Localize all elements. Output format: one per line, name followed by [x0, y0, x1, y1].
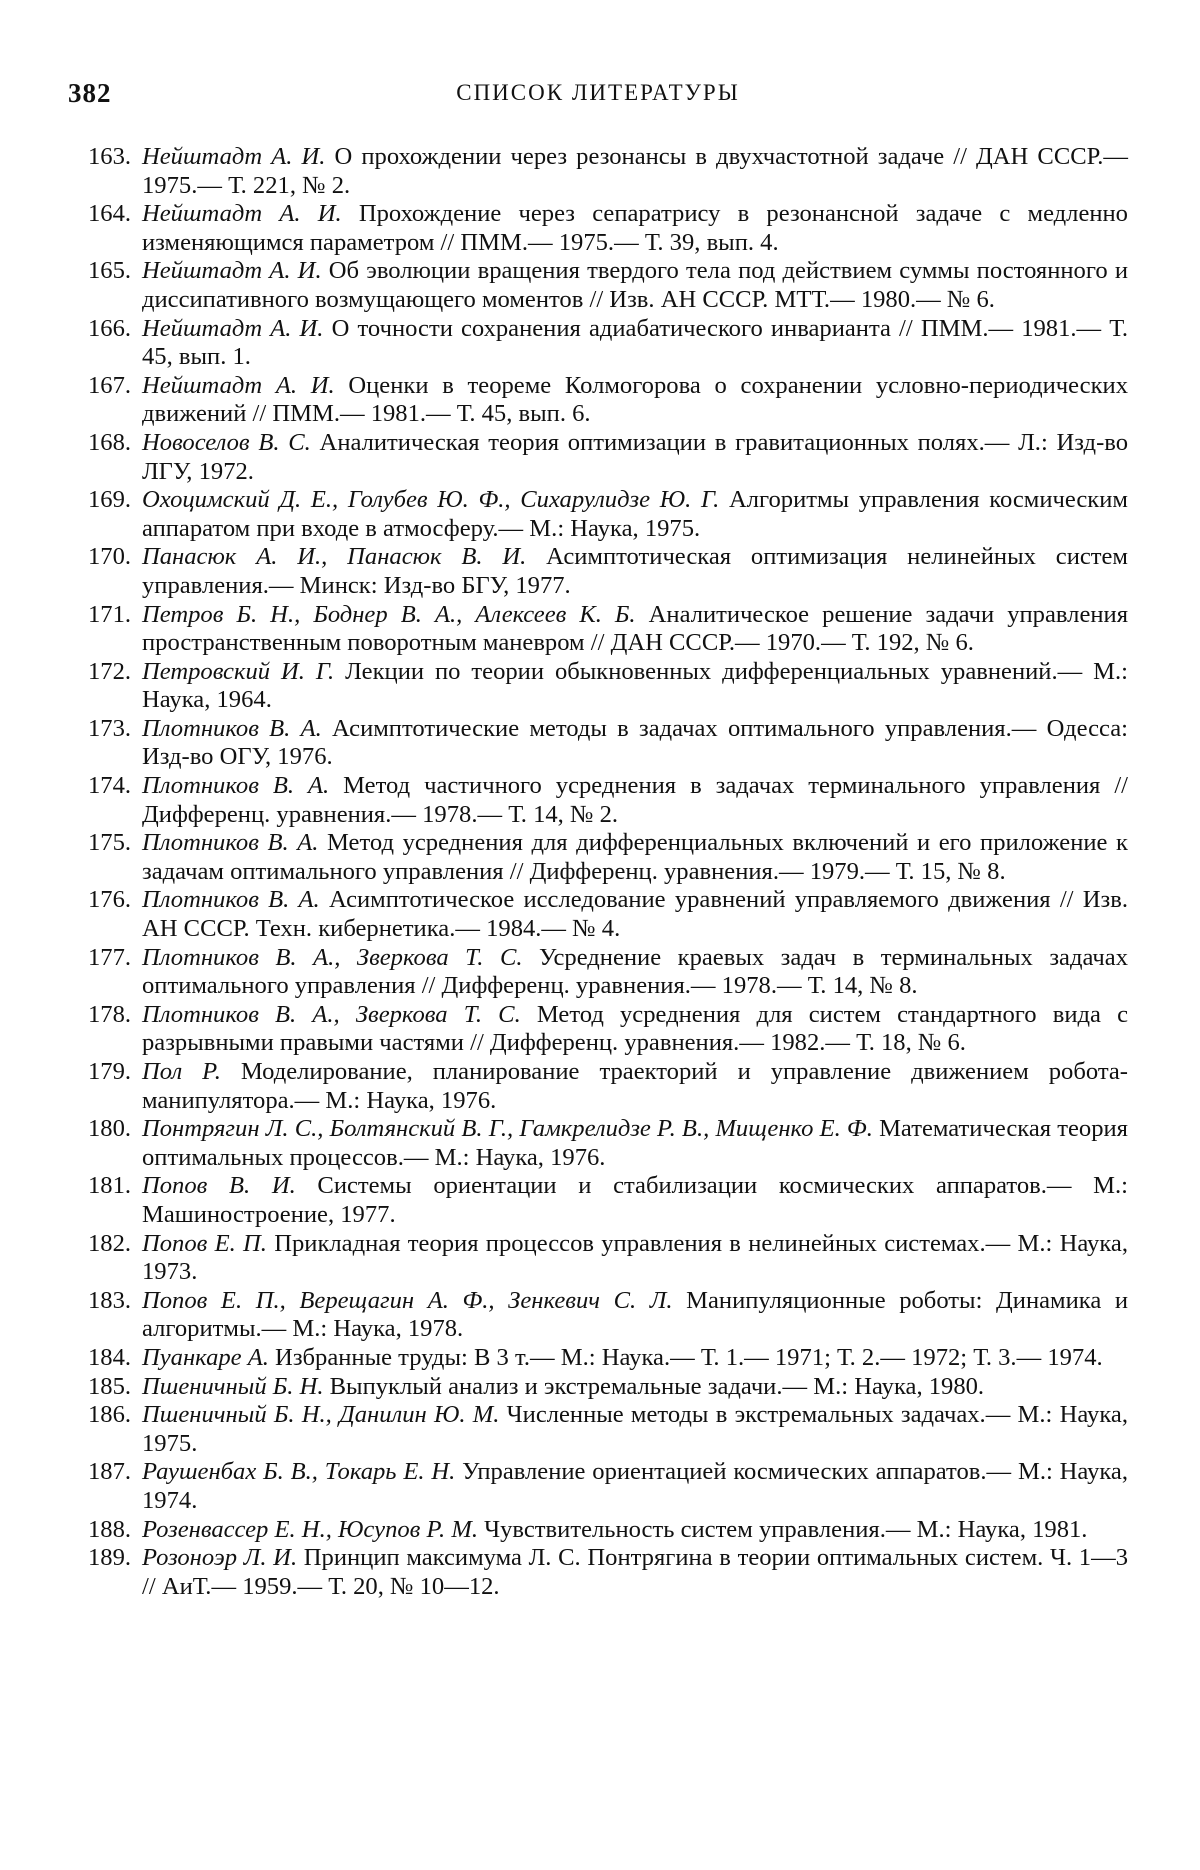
reference-entry — [88, 1001, 1128, 1058]
reference-number: 175. — [88, 829, 132, 857]
reference-number: 174. — [88, 772, 132, 800]
reference-authors: Розоноэр Л. И. — [142, 1544, 298, 1572]
reference-entry — [88, 944, 1128, 1001]
reference-number: 172. — [88, 657, 132, 685]
reference-text: Об эволюции вращения твердого тела под действием суммы постоянного и диссипативного возмущающего моментов // Изв. АН СССР. МТТ.— 1980.— № 6. — [142, 257, 1128, 313]
reference-authors: Нейштадт А. И. — [142, 143, 326, 170]
reference-text: Численные методы в экстремальных задачах.— М.: Наука, 1975. — [142, 1401, 1128, 1457]
reference-number: 163. — [88, 143, 132, 170]
reference-authors: Попов Е. П. — [142, 1229, 267, 1257]
reference-text: Алгоритмы управления космическим аппаратом при входе в атмосферу.— М.: Наука, 1975. — [142, 486, 1128, 542]
reference-entry — [88, 1058, 1128, 1115]
reference-entry — [88, 1230, 1128, 1287]
reference-text: Выпуклый анализ и экстремальные задачи.— М.: Наука, 1980. — [323, 1372, 985, 1400]
reference-text: Лекции по теории обыкновенных дифференциальных уравнений.— М.: Наука, 1964. — [142, 657, 1128, 714]
reference-authors: Новоселов В. С. — [142, 428, 311, 456]
reference-entry — [88, 829, 1128, 886]
reference-text: Управление ориентацией космических аппаратов.— М.: Наука, 1974. — [142, 1458, 1129, 1514]
reference-authors: Плотников В. А. — [142, 829, 319, 857]
page-number: 382 — [68, 78, 112, 108]
reference-text: Моделирование, планирование траекторий и управление движением робота-манипулятора.— М.: Наука, 1976. — [142, 1058, 1128, 1114]
reference-authors: Пшеничный Б. Н., Данилин Ю. М. — [142, 1401, 500, 1429]
reference-authors: Нейштадт А. И. — [142, 314, 324, 342]
reference-text: Манипуляционные роботы: Динамика и алгоритмы.— М.: Наука, 1978. — [142, 1286, 1129, 1343]
reference-entry — [88, 1373, 1128, 1402]
reference-number: 169. — [88, 486, 132, 514]
reference-authors: Нейштадт А. И. — [142, 257, 322, 285]
reference-authors: Попов Е. П., Верещагин А. Ф., Зенкевич С. Л. — [142, 1286, 673, 1314]
running-head: СПИСОК ЛИТЕРАТУРЫ — [456, 80, 740, 105]
reference-number: 178. — [88, 1000, 132, 1028]
reference-number: 165. — [88, 257, 132, 285]
reference-number: 176. — [88, 886, 132, 914]
reference-text: Метод частичного усреднения в задачах терминального управления // Дифференц. уравнения.— 1978.— Т. 14, № 2. — [142, 772, 1128, 828]
reference-text: О прохождении через резонансы в двухчастотной задаче // ДАН СССР.— 1975.— Т. 221, № 2. — [142, 143, 1128, 199]
reference-number: 188. — [88, 1515, 132, 1543]
reference-entry — [88, 1544, 1128, 1601]
reference-authors: Пшеничный Б. Н. — [142, 1372, 324, 1400]
reference-authors: Плотников В. А. — [142, 886, 320, 914]
reference-authors: Понтрягин Л. С., Болтянский В. Г., Гамкрелидзе Р. В., Мищенко Е. Ф. — [142, 1115, 873, 1143]
reference-number: 186. — [88, 1401, 132, 1429]
reference-text: О точности сохранения адиабатического инварианта // ПММ.— 1981.— Т. 45, вып. 1. — [142, 314, 1128, 371]
reference-text: Асимптотические методы в задачах оптимального управления.— Одесса: Изд-во ОГУ, 1976. — [142, 714, 1128, 771]
reference-number: 167. — [88, 371, 132, 399]
reference-text: Асимптотическое исследование уравнений управляемого движения // Изв. АН СССР. Техн. кибернетика.— 1984.— № 4. — [142, 886, 1128, 943]
reference-authors: Попов В. И. — [142, 1172, 296, 1200]
reference-number: 171. — [88, 600, 132, 628]
reference-authors: Плотников В. А. — [142, 772, 330, 800]
reference-text: Системы ориентации и стабилизации космических аппаратов.— М.: Машиностроение, 1977. — [142, 1172, 1128, 1228]
reference-text: Принцип максимума Л. С. Понтрягина в теории оптимальных систем. Ч. 1—3 // АиТ.— 1959.— Т. 20, № 10—12. — [142, 1544, 1128, 1600]
reference-number: 177. — [88, 943, 132, 971]
reference-list — [88, 143, 1128, 1601]
reference-entry — [88, 1344, 1128, 1373]
reference-authors: Петровский И. Г. — [142, 657, 335, 685]
reference-text: Метод усреднения для систем стандартного вида с разрывными правыми частями // Дифференц. уравнения.— 1982.— Т. 18, № 6. — [142, 1000, 1128, 1057]
reference-entry — [88, 257, 1128, 314]
reference-number: 166. — [88, 314, 132, 342]
reference-authors: Нейштадт А. И. — [142, 200, 342, 228]
reference-entry — [88, 1458, 1128, 1515]
reference-text: Асимптотическая оптимизация нелинейных систем управления.— Минск: Изд-во БГУ, 1977. — [142, 543, 1128, 599]
reference-entry — [88, 715, 1128, 772]
reference-number: 183. — [88, 1286, 132, 1314]
reference-text: Математическая теория оптимальных процессов.— М.: Наука, 1976. — [142, 1115, 1128, 1171]
reference-authors: Нейштадт А. И. — [142, 371, 335, 399]
reference-number: 189. — [88, 1544, 132, 1572]
reference-entry — [88, 486, 1128, 543]
reference-number: 164. — [88, 200, 132, 228]
reference-text: Усреднение краевых задач в терминальных задачах оптимального управления // Дифференц. уравнения.— 1978.— Т. 14, № 8. — [142, 943, 1128, 1000]
reference-entry — [88, 1287, 1128, 1344]
reference-number: 173. — [88, 714, 132, 742]
reference-number: 181. — [88, 1172, 132, 1200]
reference-entry — [88, 200, 1128, 257]
reference-text: Прохождение через сепаратрису в резонансной задаче с медленно изменяющимся параметром // ПММ.— 1975.— Т. 39, вып. 4. — [142, 200, 1128, 256]
reference-entry — [88, 1115, 1128, 1172]
reference-text: Метод усреднения для дифференциальных включений и его приложение к задачам оптимального управления // Дифференц. уравнения.— 1979.— Т. 15, № 8. — [142, 829, 1128, 885]
reference-number: 179. — [88, 1058, 132, 1085]
reference-entry — [88, 1172, 1128, 1229]
reference-entry — [88, 772, 1128, 829]
reference-number: 170. — [88, 543, 132, 571]
reference-authors: Плотников В. А., Зверкова Т. С. — [142, 1000, 521, 1028]
reference-text: Чувствительность систем управления.— М.: Наука, 1981. — [477, 1515, 1088, 1543]
reference-number: 185. — [88, 1372, 132, 1400]
reference-number: 187. — [88, 1458, 132, 1486]
reference-number: 182. — [88, 1229, 132, 1257]
reference-authors: Плотников В. А., Зверкова Т. С. — [142, 943, 523, 971]
reference-entry — [88, 543, 1128, 600]
reference-entry — [88, 601, 1128, 658]
reference-entry — [88, 315, 1128, 372]
reference-text: Прикладная теория процессов управления в нелинейных системах.— М.: Наука, 1973. — [142, 1229, 1128, 1286]
reference-text: Оценки в теореме Колмогорова о сохранении условно-периодических движений // ПММ.— 1981.— Т. 45, вып. 6. — [142, 371, 1128, 428]
reference-authors: Пуанкаре А. — [142, 1343, 269, 1371]
reference-authors: Панасюк А. И., Панасюк В. И. — [142, 543, 527, 571]
reference-authors: Пол Р. — [142, 1058, 221, 1085]
reference-number: 184. — [88, 1343, 132, 1371]
reference-authors: Петров Б. Н., Боднер В. А., Алексеев К. Б. — [142, 600, 636, 628]
reference-text: Аналитическая теория оптимизации в гравитационных полях.— Л.: Изд-во ЛГУ, 1972. — [142, 428, 1129, 485]
reference-number: 168. — [88, 428, 132, 456]
reference-authors: Раушенбах Б. В., Токарь Е. Н. — [142, 1458, 456, 1486]
reference-entry — [88, 143, 1128, 200]
reference-entry — [88, 429, 1128, 486]
reference-authors: Плотников В. А. — [142, 714, 322, 742]
reference-entry — [88, 372, 1128, 429]
reference-text: Аналитическое решение задачи управления пространственным поворотным маневром // ДАН СССР.— 1970.— Т. 192, № 6. — [142, 600, 1129, 657]
reference-authors: Розенвассер Е. Н., Юсупов Р. М. — [142, 1515, 478, 1543]
page-header — [68, 78, 1128, 118]
reference-entry — [88, 886, 1128, 943]
reference-text: Избранные труды: В 3 т.— М.: Наука.— Т. 1.— 1971; Т. 2.— 1972; Т. 3.— 1974. — [268, 1343, 1103, 1371]
reference-authors: Охоцимский Д. Е., Голубев Ю. Ф., Сихарулидзе Ю. Г. — [142, 486, 720, 514]
reference-number: 180. — [88, 1115, 132, 1143]
reference-entry — [88, 1401, 1128, 1458]
reference-entry — [88, 1516, 1128, 1545]
reference-entry — [88, 658, 1128, 715]
